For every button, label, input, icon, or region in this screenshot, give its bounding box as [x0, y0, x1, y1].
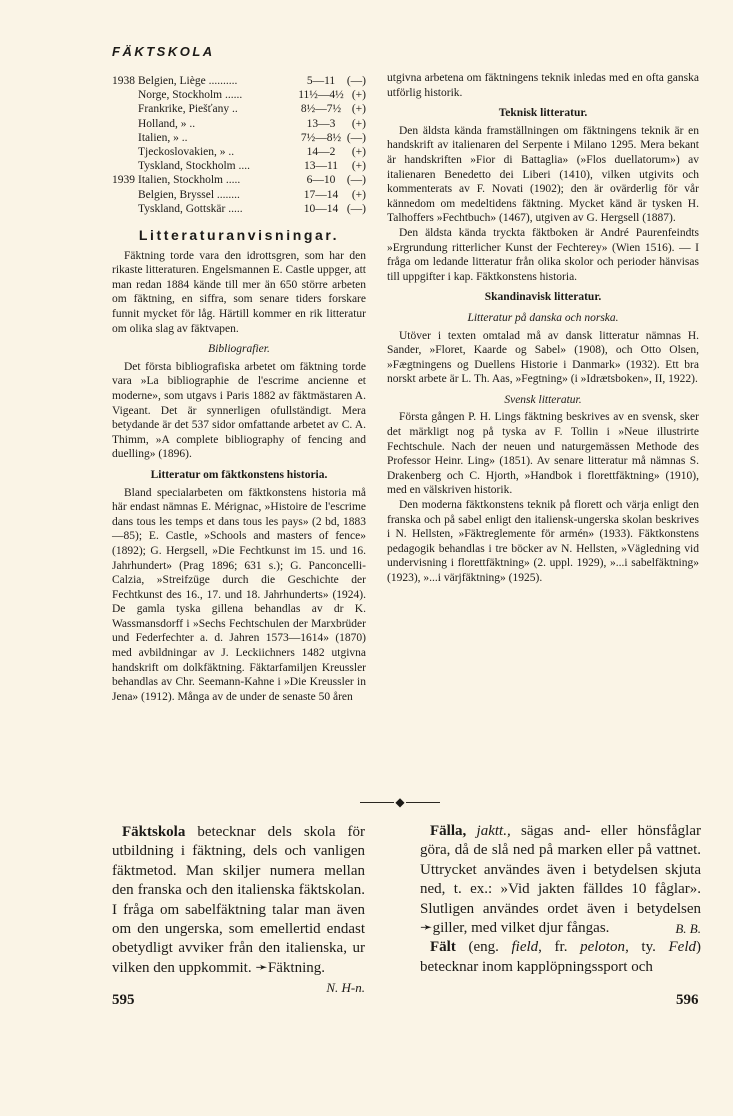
result-place: Italien, Stockholm .....: [138, 174, 241, 187]
history-literature-paragraph: Bland specialarbeten om fäktkonstens historia må här endast nämnas E. Mérignac, »Histoire de l'escrime dans tous les temps et dans tous les pays» (2 bd, 1883—85); E. Castle, »Schools and masters of fence» (1892); G. Hergsell, »Die Fechtkunst im 15. und 16. Jahrhundert» (Prag 1896; 631 s.); G. Panconcelli-Calzia, »Streifzüge durch die Geschichte der Fechtkunst des 16., 17. und 18. Jahrhunderts» (1924). De gamla tyska gillena behandlas av dr K. Wassmansdorff i »Sechs Fechtschulen der Marxbrüder und Federfechter a. d. Jahren 1573—1614» (1870) med avbildningar av J. Leckiichners 1482 utgivna handskrift om dolkfäktning. Fäktarfamiljen Kreussler behandlas av Chr. Seemann-Kahne i »Die Kreussler in Jena» (1912). Många av de under de senaste 50 åren: [112, 486, 366, 703]
result-result: (+): [351, 89, 366, 102]
entry-faktskola-text: [112, 823, 365, 996]
entry-falt-text: [420, 938, 701, 977]
entry-faktskola-lemma: Fäktskola: [122, 824, 186, 840]
result-row: [112, 145, 366, 159]
result-score: 13—11: [303, 160, 339, 173]
result-score: 6—10: [306, 174, 336, 187]
result-row: [112, 102, 366, 116]
result-place: Belgien, Liège ..........: [138, 75, 238, 87]
result-result: (—): [346, 202, 366, 215]
result-year: [112, 88, 138, 102]
entry-falt-part3: , ty.: [625, 939, 669, 956]
result-result: (+): [351, 188, 366, 201]
entry-faktskola-signature: N. H-n.: [326, 980, 365, 996]
history-literature-heading: Litteratur om fäktkonstens historia.: [150, 468, 328, 481]
swedish-paragraph-2: Den moderna fäktkonstens teknik på florett och värja enligt den franska och på sabel enligt den italiensk-ungerska skolan beskrives i N. Hellsten, »Fäktreglemente för armén» (1933). Fäktkonstens pedagogik behandlas i tre böcker av N. Hellsten, »Vägledning vid undervisning i florettfäktning» (2. uppl. 1929), »...i sabelfäktning» (1923), »...i värjfäktning» (1925).: [387, 499, 699, 584]
result-year: [112, 188, 138, 202]
left-column: [112, 74, 366, 704]
result-result: (—): [346, 131, 366, 144]
entry-falla-abbrev: jaktt.,: [466, 823, 511, 839]
result-result: (—): [346, 75, 366, 87]
result-place: Tjeckoslovakien, » ..: [138, 146, 235, 159]
entries-right: [420, 822, 701, 977]
result-year: 1938: [112, 75, 135, 87]
danish-norwegian-paragraph: Utöver i texten omtalad må av dansk litteratur nämnas H. Sander, »Floret, Kaarde og Sabel» (1908), och Otto Olsen, »Fægtningens og Duellens Historie i Danmark» (1932). Ett bra norskt arbete är L. Th. Aas, »Fegtning» (i »Idrætsboken», II, 1922).: [387, 329, 699, 386]
result-row: [112, 131, 366, 145]
entry-falt-part4: ) betecknar inom kapplöpningssport och: [420, 939, 701, 975]
result-row: [112, 159, 366, 173]
result-row: [112, 117, 366, 131]
result-year: [112, 202, 138, 216]
entry-faktskola-body: betecknar dels skola för utbildning i fäktning, dels och vanligen fäktmetod. Man skiljer numera mellan den franska och den italienska fäktskolan. I fråga om sabelfäktning talar man även om den ungerska, som emellertid endast obetydligt avviker från den italienska, ur vilken den uppkommit.: [112, 824, 365, 976]
swedish-paragraph-1: Första gången P. H. Lings fäktning beskrives av en svensk, sker det märkligt nog på tyska av F. Tollin i »Neue illustrirte Fechtschule. Nach der neuen und naturgemässen Methode des Professor Heinr. Ling» (1851). Av senare litteratur må nämnas S. Drakenberg och C. Hjorth, »Handbok i florettfäktning» (1910), med en välskriven historik.: [387, 411, 699, 497]
result-row: [112, 88, 366, 102]
entry-falt-part1: (eng.: [455, 939, 512, 956]
right-column: [387, 71, 699, 586]
result-score: 13—3: [306, 117, 336, 130]
result-place: Norge, Stockholm ......: [138, 89, 243, 102]
result-score: 17—14: [303, 188, 339, 201]
result-score: 10—14: [303, 202, 339, 215]
entry-faktskola: [112, 823, 365, 998]
bibliographies-paragraph: Det första bibliografiska arbetet om fäktning torde vara »La bibliographie de l'escrime ancienne et moderne», som utgavs i Paris 1882 av fäktmästaren A. Vigeant. Det är synnerligen ofullständigt. Mera betydande är det 537 sidor omfattande arbetet av C. A. Thimm, »A complete bibliography of fencing and duelling» (1896).: [112, 360, 366, 461]
result-place: Frankrike, Piešťany ..: [138, 103, 238, 116]
result-place: Italien, » ..: [138, 131, 188, 144]
result-result: (—): [346, 174, 366, 187]
entry-falt-part2: , fr.: [538, 939, 581, 956]
result-score: 11½—4½: [298, 89, 344, 102]
result-year: 1939: [112, 174, 135, 187]
entry-falla-text: [420, 822, 701, 938]
entry-falt-german: Feld: [668, 939, 696, 956]
entry-falla-body: sägas and- eller hönsfåglar göra, då de slå ned på marken eller på vattnet. Uttrycket användes även i betydelsen skjuta ned, t. ex.: »Vid jakten fälldes 10 fåglar». Slutligen användes ordet även i betydelsen: [420, 823, 701, 917]
result-place: Belgien, Bryssel ........: [138, 188, 240, 201]
literature-intro: Fäktning torde vara den idrottsgren, som har den rikaste litteraturen. Engelsmannen E. Castle uppger, att man redan 1884 kände till mer än 650 större arbeten om fäktning, en siffra, som senare tiders forskare funnit mycket för låg. Härtill kommer en rik litteratur om olika slag av fäktvapen.: [112, 249, 366, 335]
page-number-right: 596: [676, 992, 699, 1008]
result-score: 8½—7½: [300, 103, 342, 116]
entry-falt-lemma: Fält: [430, 939, 456, 956]
technical-paragraph-2: Den äldsta kända tryckta fäktboken är André Paurenfeindts »Ergrundung ritterlicher Kunst der Fechterey» (Wien 1516). — I fråga om ledande litteratur från olika skolor och perioder hänvisas till uppgifter i kap. Fäktkonstens historia.: [387, 226, 699, 283]
danish-norwegian-heading: Litteratur på danska och norska.: [467, 311, 619, 324]
result-year: [112, 159, 138, 173]
result-year: [112, 102, 138, 116]
entry-falt-english: field: [511, 939, 539, 956]
scandinavian-literature-heading: Skandinavisk litteratur.: [484, 291, 602, 304]
result-score: 5—11: [306, 75, 336, 87]
technical-paragraph-1: Den äldsta kända framställningen om fäktningens teknik är en handskrift av italienaren del Serpente i Milano 1295. Mera bekant är handskriften »Fior di Battaglia» (»Flos duellatorum») av italienaren Benedetto dei Liberi (1410), vilken utgivits och kommenterats av F. Novati (1902); den är ovärderlig för vår kännedom om medeltidens fäktning. Mycket känd är tysken H. Talhoffers »Fechtbuch» (1467), utgiven av G. Hergsell (1887).: [387, 124, 699, 225]
result-place: Tyskland, Gottskär .....: [138, 202, 243, 215]
result-result: (+): [351, 160, 366, 173]
divider-line-right: [406, 802, 440, 803]
result-score: 7½—8½: [300, 131, 342, 144]
result-place: Holland, » ..: [138, 117, 196, 130]
result-row: [112, 188, 366, 202]
result-result: (+): [351, 103, 366, 116]
result-row: [112, 74, 366, 88]
result-year: [112, 131, 138, 145]
result-year: [112, 117, 138, 131]
results-table: [112, 74, 366, 216]
result-place: Tyskland, Stockholm ....: [138, 160, 250, 173]
section-divider: [360, 795, 440, 809]
entry-falt-french: peloton: [580, 939, 626, 956]
entry-falla-crossref[interactable]: ➛giller: [420, 920, 464, 937]
result-result: (+): [351, 146, 366, 159]
divider-line-left: [360, 802, 394, 803]
entry-falla-body-end: , med vilket djur fångas.: [463, 920, 610, 937]
result-year: [112, 145, 138, 159]
continued-paragraph: utgivna arbetena om fäktningens teknik inledas med en ofta ganska utförlig historik.: [387, 72, 699, 99]
entry-falla-signature: B. B.: [675, 921, 701, 937]
entry-faktskola-crossref[interactable]: ➛Fäktning.: [255, 959, 325, 976]
result-score: 14—2: [306, 146, 336, 159]
entry-falla-lemma: Fälla,: [430, 823, 467, 839]
literature-heading: Litteraturanvisningar.: [138, 227, 340, 244]
technical-literature-heading: Teknisk litteratur.: [498, 107, 588, 120]
result-row: [112, 202, 366, 216]
swedish-literature-heading: Svensk litteratur.: [504, 393, 582, 406]
running-header: FÄKTSKOLA: [112, 44, 215, 59]
bibliographies-heading: Bibliografier.: [208, 343, 270, 356]
diamond-ornament-icon: ◆: [395, 795, 405, 809]
page-number-left: 595: [112, 992, 135, 1008]
result-row: [112, 173, 366, 187]
result-result: (+): [351, 117, 366, 130]
